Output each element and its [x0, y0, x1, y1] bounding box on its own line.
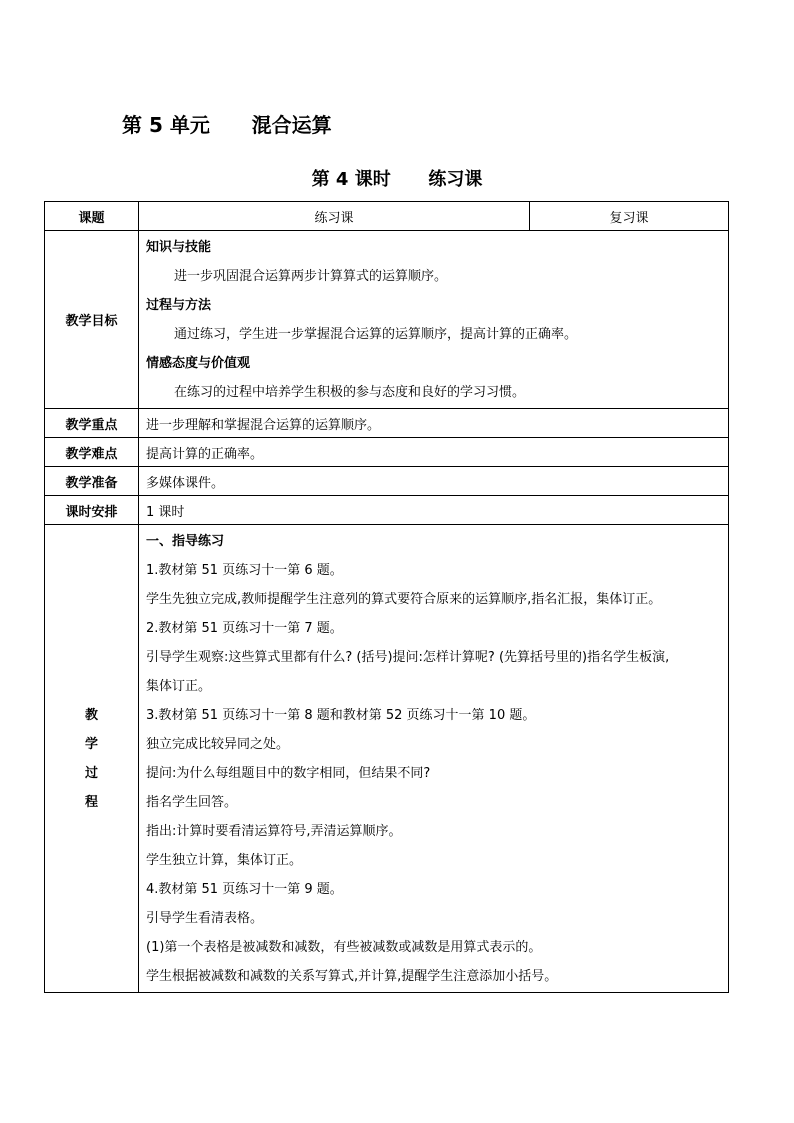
process-label-char: 程	[84, 794, 98, 810]
key-points-text: 进一步理解和掌握混合运算的运算顺序。	[139, 409, 729, 438]
preparation-label: 教学准备	[45, 467, 139, 496]
difficulties-label: 教学难点	[45, 438, 139, 467]
schedule-text: 1 课时	[139, 496, 729, 525]
objectives-content	[139, 231, 729, 409]
header-label: 课题	[45, 202, 139, 231]
process-line: 3.教材第 51 页练习十一第 8 题和教材第 52 页练习十一第 10 题。	[146, 707, 536, 723]
process-label-char: 学	[84, 736, 98, 752]
objective-text: 在练习的过程中培养学生积极的参与态度和良好的学习习惯。	[174, 384, 526, 400]
difficulties-text: 提高计算的正确率。	[139, 438, 729, 467]
objective-heading: 情感态度与价值观	[146, 355, 251, 371]
process-line: 2.教材第 51 页练习十一第 7 题。	[146, 620, 343, 636]
process-label	[45, 525, 139, 993]
process-line: (1)第一个表格是被减数和减数，有些被减数或减数是用算式表示的。	[146, 939, 542, 955]
process-line: 引导学生看清表格。	[146, 910, 264, 926]
process-line: 1.教材第 51 页练习十一第 6 题。	[146, 562, 343, 578]
process-line: 学生先独立完成,教师提醒学生注意列的算式要符合原来的运算顺序,指名汇报，集体订正。	[146, 591, 662, 607]
process-line: 提问:为什么每组题目中的数字相同，但结果不同?	[146, 765, 431, 781]
preparation-text: 多媒体课件。	[139, 467, 729, 496]
process-content	[139, 525, 729, 993]
process-line: 学生根据被减数和减数的关系写算式,并计算,提醒学生注意添加小括号。	[146, 968, 558, 984]
process-label-char: 教	[84, 707, 98, 723]
objective-text: 进一步巩固混合运算两步计算算式的运算顺序。	[174, 268, 448, 284]
schedule-label: 课时安排	[45, 496, 139, 525]
header-type: 复习课	[530, 202, 729, 231]
preparation-row	[45, 467, 729, 496]
key-points-label: 教学重点	[45, 409, 139, 438]
objective-text: 通过练习，学生进一步掌握混合运算的运算顺序，提高计算的正确率。	[174, 326, 578, 342]
process-line: 集体订正。	[146, 678, 212, 694]
header-row	[45, 202, 729, 231]
process-line: 指名学生回答。	[146, 794, 238, 810]
process-line: 独立完成比较异同之处。	[146, 736, 290, 752]
schedule-row	[45, 496, 729, 525]
objective-heading: 知识与技能	[146, 239, 212, 255]
process-row	[45, 525, 729, 993]
unit-title: 第 5 单元 混合运算	[122, 113, 332, 137]
header-topic: 练习课	[139, 202, 530, 231]
process-line: 指出:计算时要看清运算符号,弄清运算顺序。	[146, 823, 402, 839]
lesson-plan-table	[44, 201, 729, 993]
process-label-char: 过	[84, 765, 98, 781]
objectives-row	[45, 231, 729, 409]
objective-heading: 过程与方法	[146, 297, 212, 313]
process-line: 4.教材第 51 页练习十一第 9 题。	[146, 881, 343, 897]
lesson-title: 第 4 课时 练习课	[311, 169, 483, 190]
objectives-label: 教学目标	[45, 231, 139, 409]
difficulties-row	[45, 438, 729, 467]
key-points-row	[45, 409, 729, 438]
process-line: 学生独立计算，集体订正。	[146, 852, 303, 868]
process-line: 引导学生观察:这些算式里都有什么? (括号)提问:怎样计算呢? (先算括号里的)指名学生板演,	[146, 649, 670, 665]
process-line: 一、指导练习	[146, 533, 225, 549]
